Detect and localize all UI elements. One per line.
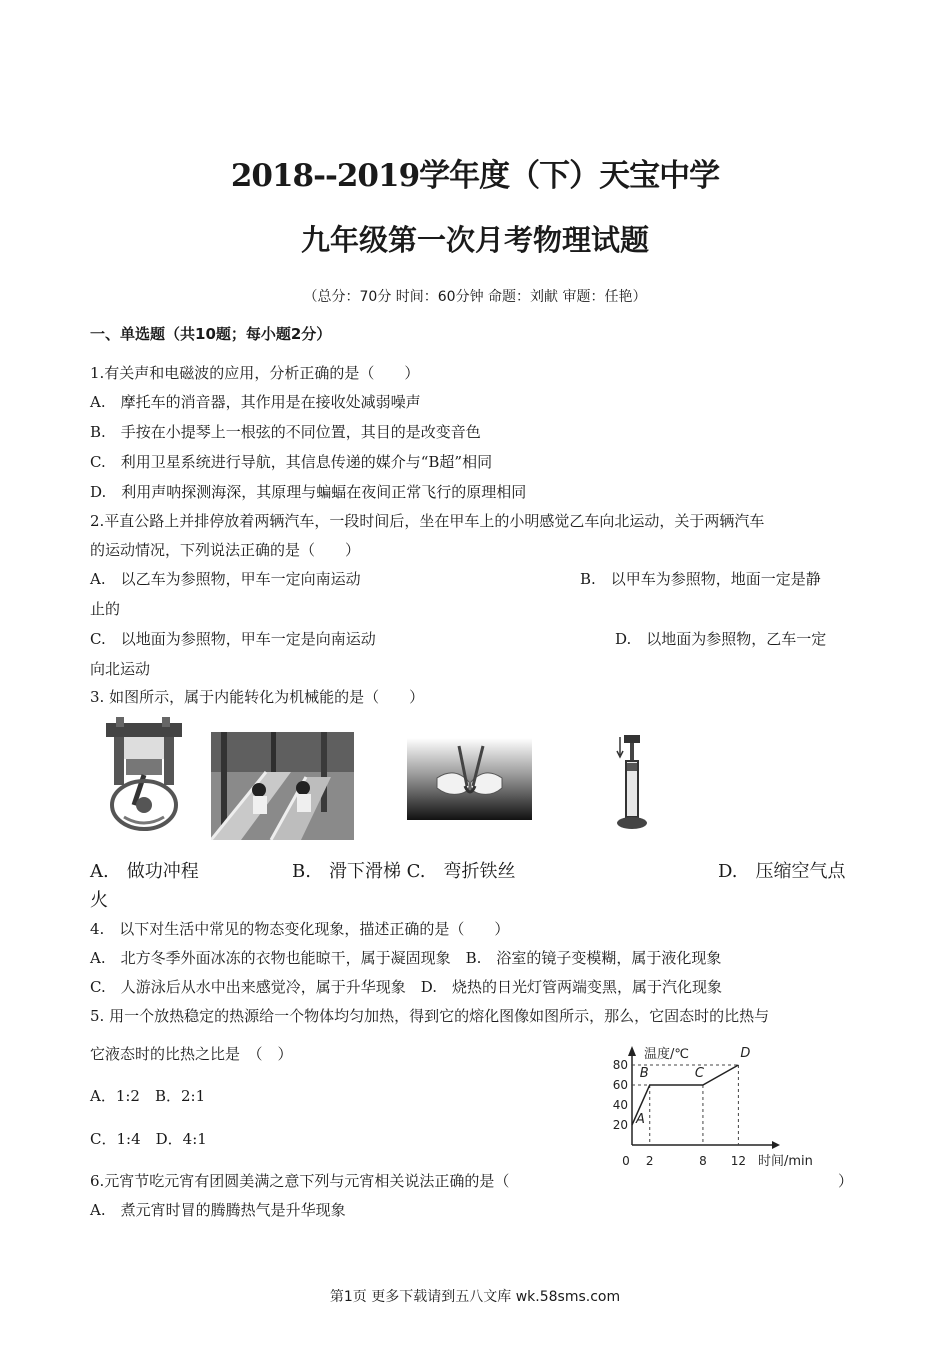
x-tick-label: 0 — [622, 1154, 630, 1168]
q3-option-a: A. 做功冲程 — [90, 861, 199, 882]
q5-options-ab: A．1:2 B．2:1 — [90, 1087, 206, 1105]
page-footer: 第1页 更多下载请到五八文库 wk.58sms.com — [329, 1289, 621, 1305]
x-axis-label: 时间/min — [758, 1154, 813, 1169]
q3-stem: 3. 如图所示，属于内能转化为机械能的是（ ） — [90, 688, 425, 706]
exam-meta: （总分：70分 时间：60分钟 命题：刘献 审题：任艳） — [303, 289, 647, 305]
q1-option-a: A. 摩托车的消音器，其作用是在接收处减弱噪声 — [90, 393, 421, 411]
exam-title-line1: 2018--2019学年度（下）天宝中学 — [230, 158, 720, 194]
q2-option-d: D. 以地面为参照物，乙车一定 — [615, 630, 827, 648]
q2-option-b-continued: 止的 — [90, 600, 121, 618]
q6-stem: 6.元宵节吃元宵有团圆美满之意下列与元宵相关说法正确的是（ — [90, 1172, 510, 1190]
x-tick-label: 2 — [645, 1154, 654, 1168]
q5-stem-line2: 它液态时的比热之比是 （ ） — [90, 1045, 293, 1063]
bending-wire-image — [407, 738, 532, 820]
melting-graph — [600, 1040, 840, 1170]
y-tick-label: 60 — [612, 1078, 628, 1092]
slide-photo-image — [211, 732, 354, 840]
q6-stem-close: ） — [838, 1172, 854, 1190]
point-label-c: C — [694, 1066, 705, 1081]
q1-option-d: D. 利用声呐探测海深，其原理与蝙蝠在夜间正常飞行的原理相同 — [90, 483, 527, 501]
q2-stem-line2: 的运动情况，下列说法正确的是（ ） — [90, 541, 361, 559]
y-axis-label: 温度/℃ — [644, 1047, 689, 1062]
y-tick-label: 20 — [612, 1118, 628, 1132]
y-tick-label: 40 — [612, 1098, 628, 1112]
q4-options-cd: C. 人游泳后从水中出来感觉冷，属于升华现象 D. 烧热的日光灯管两端变黑，属于汽化现象 — [90, 978, 722, 996]
q5-options-cd: C．1:4 D．4:1 — [90, 1130, 207, 1148]
engine-power-stroke-image — [104, 717, 184, 833]
section-heading: 一、单选题（共10题；每小题2分） — [90, 325, 332, 343]
q5-stem-line1: 5. 用一个放热稳定的热源给一个物体均匀加热，得到它的熔化图像如图所示，那么，它固态时的比热与 — [90, 1007, 770, 1025]
x-tick-label: 8 — [699, 1154, 707, 1168]
exam-title-line2: 九年级第一次月考物理试题 — [300, 223, 649, 257]
q1-option-b: B. 手按在小提琴上一根弦的不同位置，其目的是改变音色 — [90, 423, 481, 441]
q3-option-b-c: B. 滑下滑梯 C. 弯折铁丝 — [292, 861, 516, 882]
q2-option-a: A. 以乙车为参照物，甲车一定向南运动 — [90, 570, 361, 588]
q6-option-a: A. 煮元宵时冒的腾腾热气是升华现象 — [90, 1201, 346, 1219]
air-compression-igniter-image — [614, 733, 650, 833]
q4-stem: 4. 以下对生活中常见的物态变化现象，描述正确的是（ ） — [90, 920, 510, 938]
point-label-d: D — [740, 1046, 751, 1061]
q1-option-c: C. 利用卫星系统进行导航，其信息传递的媒介与“B超”相同 — [90, 453, 493, 471]
point-label-b: B — [639, 1066, 649, 1081]
q2-stem-line1: 2.平直公路上并排停放着两辆汽车，一段时间后，坐在甲车上的小明感觉乙车向北运动，关于两辆汽车 — [90, 512, 765, 530]
q3-option-d: D. 压缩空气点 — [718, 861, 846, 882]
q2-option-d-continued: 向北运动 — [90, 660, 151, 678]
y-axis-arrow — [628, 1046, 636, 1056]
q3-option-d-continued: 火 — [90, 890, 108, 911]
x-axis-arrow — [772, 1141, 780, 1149]
y-tick-label: 80 — [612, 1058, 628, 1072]
point-label-a: A — [636, 1112, 645, 1127]
q1-stem: 1.有关声和电磁波的应用，分析正确的是（ ） — [90, 364, 420, 382]
q2-option-c: C. 以地面为参照物，甲车一定是向南运动 — [90, 630, 376, 648]
q4-options-ab: A. 北方冬季外面冰冻的衣物也能晾干，属于凝固现象 B. 浴室的镜子变模糊，属于液化现象 — [90, 949, 722, 967]
x-tick-label: 12 — [730, 1154, 747, 1168]
q2-option-b: B. 以甲车为参照物，地面一定是静 — [580, 570, 821, 588]
